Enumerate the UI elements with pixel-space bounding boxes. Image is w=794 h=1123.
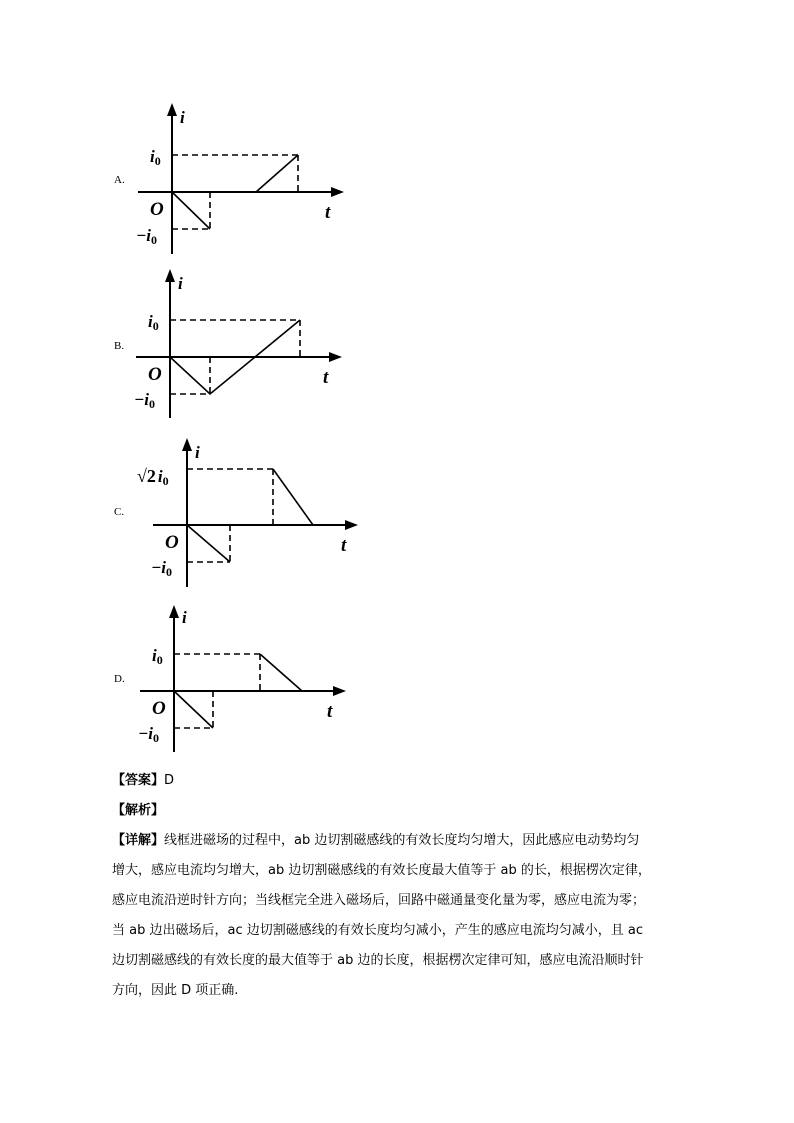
- neg-value-label: −i0: [151, 558, 173, 579]
- detail-line-3: 感应电流沿逆时针方向；当线框完全进入磁场后，回路中磁通量变化量为零，感应电流为零；: [112, 893, 646, 908]
- detail-line-5: 边切割磁感线的有效长度的最大值等于 ab 边的长度，根据楞次定律可知，感应电流沿顺时针: [112, 953, 644, 968]
- origin-label: O: [150, 199, 164, 220]
- origin-label: O: [152, 698, 166, 719]
- pos-value-label: i0: [148, 312, 159, 333]
- origin-label: O: [148, 364, 162, 385]
- detail-line-6: 方向，因此 D 项正确.: [112, 983, 239, 998]
- neg-value-label: −i0: [134, 390, 156, 411]
- pos-value-label: i0: [152, 646, 163, 667]
- answer-line: 【答案】D: [112, 773, 175, 788]
- detail-line-2: 增大，感应电流均匀增大，ab 边切割磁感线的有效长度最大值等于 ab 的长，根据楞次定律，: [112, 863, 651, 878]
- option-label-b: B.: [114, 340, 125, 352]
- option-label-a: A.: [114, 174, 125, 186]
- detail-line-4: 当 ab 边出磁场后，ac 边切割磁感线的有效长度均匀减小，产生的感应电流均匀减小，且 ac: [112, 923, 643, 938]
- t-axis-label: t: [327, 701, 333, 722]
- i-axis-label: i: [195, 443, 200, 462]
- analysis-heading: 【解析】: [112, 803, 165, 818]
- t-axis-label: t: [341, 535, 347, 556]
- i-axis-label: i: [182, 608, 187, 627]
- i-axis-label: i: [180, 108, 185, 127]
- neg-value-label: −i0: [136, 226, 158, 247]
- t-axis-label: t: [323, 367, 329, 388]
- solution-text: [112, 766, 687, 1006]
- i-axis-label: i: [178, 274, 183, 293]
- neg-value-label: −i0: [138, 724, 160, 745]
- pos-value-label: i0: [150, 147, 161, 168]
- pos-value-label: √2 i0: [137, 466, 169, 488]
- origin-label: O: [165, 532, 179, 553]
- t-axis-label: t: [325, 202, 331, 223]
- detail-line-1: 【详解】线框进磁场的过程中，ab 边切割磁感线的有效长度均匀增大，因此感应电动势均匀: [112, 833, 640, 848]
- option-label-c: C.: [114, 506, 125, 518]
- option-label-d: D.: [114, 673, 125, 685]
